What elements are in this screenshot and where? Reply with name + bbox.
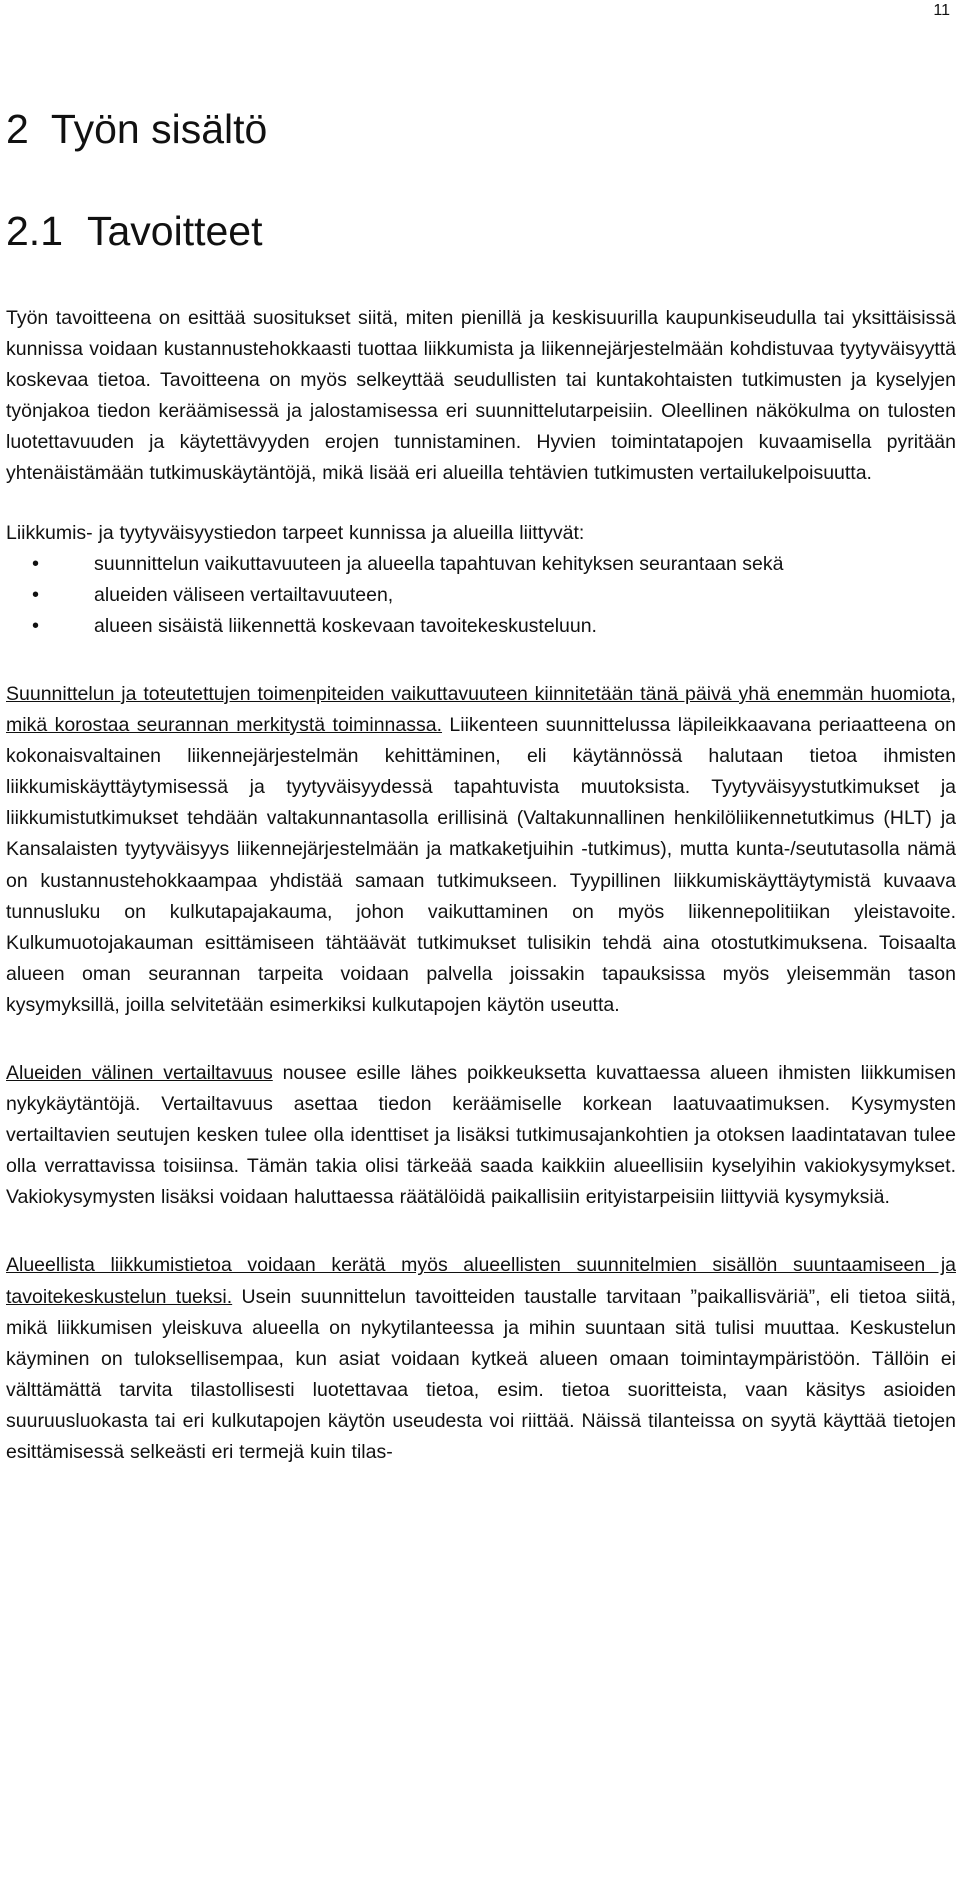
section-heading <box>6 202 956 260</box>
paragraph-needs-intro: Liikkumis- ja tyytyväisyystiedon tarpeet kunnissa ja alueilla liittyvät: <box>6 521 585 544</box>
chapter-title: Työn sisältö <box>50 106 268 152</box>
underlined-lead: Alueellista liikkumistietoa voidaan kerätä myös alueellisten suunnitelmien sisällön suuntaamiseen ja tavoitekeskustelun tueksi. <box>6 1254 956 1308</box>
chapter-number: 2 <box>6 106 29 152</box>
paragraph-body: Liikenteen suunnittelussa läpileikkaavana periaatteena on kokonaisvaltainen liikennejärjestelmän kehittäminen, eli käytännössä halutaan tietoa ihmisten liikkumiskäyttäytymisessä ja tyytyväisyydessä tapahtuvista muutoksista. Tyytyväisyystutkimukset ja liikkumistutkimukset tehdään valtakunnantasolla erillisinä (Valtakunnallinen henkilöliikennetutkimus (HLT) ja Kansalaisten tyytyväisyys liikennejärjestelmään ja matkaketjuihin -tutkimus), mutta kunta-/seututasolla nämä on kustannustehokkaampaa yhdistää samaan tutkimukseen. Tyypillinen liikkumiskäyttäytymistä kuvaava tunnusluku on kulkutapajakauma, johon vaikuttaminen on myös liikennepolitiikan yleistavoite. Kulkumuotojakauman esittämiseen tähtäävät tutkimukset tulisikin tehdä aina otostutkimuksena. Toisaalta alueen oman seurannan tarpeita voidaan palvella joissakin tapauksissa myös yleisemmän tason kysymyksillä, joilla selvitetään esimerkiksi kulkutapojen käytön useutta. <box>6 714 956 1016</box>
list-item: • suunnittelun vaikuttavuuteen ja alueella tapahtuvan kehityksen seurantaan sekä <box>6 549 956 580</box>
paragraph-effectiveness <box>6 679 956 1021</box>
paragraph-body: nousee esille lähes poikkeuksetta kuvattaessa alueen ihmisten liikkumisen nykykäytäntöjä. Vertailtavuus asettaa tiedon keräämiselle korkean laatuvaatimuksen. Kysymysten vertailtavien seutujen kesken tulee olla identtiset ja lisäksi tutkimusajankohtien ja otoksen laadintatavan tulee olla verrattavissa toisiinsa. Tämän takia olisi tärkeää saada kaikkiin alueellisiin kyselyihin vakiokysymykset. Vakiokysymysten lisäksi voidaan haluttaessa räätälöidä paikallisiin erityistarpeisiin liittyviä kysymyksiä. <box>6 1061 956 1209</box>
page-content <box>6 100 956 1468</box>
section-title: Tavoitteet <box>87 208 263 254</box>
section-number: 2.1 <box>6 208 63 254</box>
paragraph-body: Usein suunnittelun tavoitteiden taustalle tarvitaan ”paikallisväriä”, eli tietoa siitä, mikä liikkumisen yleiskuva alueella on nykytilanteessa ja mihin suuntaan sitä tulisi muuttaa. Keskustelun käyminen on tuloksellisempaa, kun asiat voidaan kytkeä alueen omaan toimintaympäristöön. Tällöin ei välttämättä tarvita tilastollisesti luotettavaa tietoa, esim. tietoa suoritteista, vaan käsitys asioiden suuruusluokasta tai eri kulkutapojen käytön useudesta voi riittää. Näissä tilanteissa on syytä käyttää tietojen esittämisessä selkeästi eri termejä kuin tilas- <box>6 1285 956 1463</box>
paragraph-comparability <box>6 1058 956 1213</box>
list-item: • alueiden väliseen vertailtavuuteen, <box>6 580 956 611</box>
underlined-lead: Alueiden välinen vertailtavuus <box>6 1061 273 1084</box>
page-number: 11 <box>933 2 950 19</box>
chapter-heading <box>6 100 956 158</box>
needs-list <box>6 549 956 642</box>
paragraph-goals: Työn tavoitteena on esittää suositukset siitä, miten pienillä ja keskisuurilla kaupunkiseudulla tai yksittäisissä kunnissa voidaan kustannustehokkaasti tuottaa liikkumista ja liikennejärjestelmään kohdistuvaa tyytyväisyyttä koskevaa tietoa. Tavoitteena on myös selkeyttää seudullisten tai kuntakohtaisten tutkimusten ja kyselyjen työnjakoa tiedon keräämisessä ja jalostamisessa eri suunnittelutarpeisiin. Oleellinen näkökulma on tulosten luotettavuuden ja käytettävyyden erojen tunnistaminen. Hyvien toimintatapojen kuvaamisella pyritään yhtenäistämään tutkimuskäytäntöjä, mikä lisää eri alueilla tehtävien tutkimusten vertailukelpoisuutta. <box>6 307 956 485</box>
paragraph-regional-info <box>6 1250 956 1468</box>
list-item: • alueen sisäistä liikennettä koskevaan tavoitekeskusteluun. <box>6 611 956 642</box>
underlined-lead: Suunnittelun ja toteutettujen toimenpiteiden vaikuttavuuteen kiinnitetään tänä päivä yhä enemmän huomiota, mikä korostaa seurannan merkitystä toiminnassa. <box>6 682 956 737</box>
